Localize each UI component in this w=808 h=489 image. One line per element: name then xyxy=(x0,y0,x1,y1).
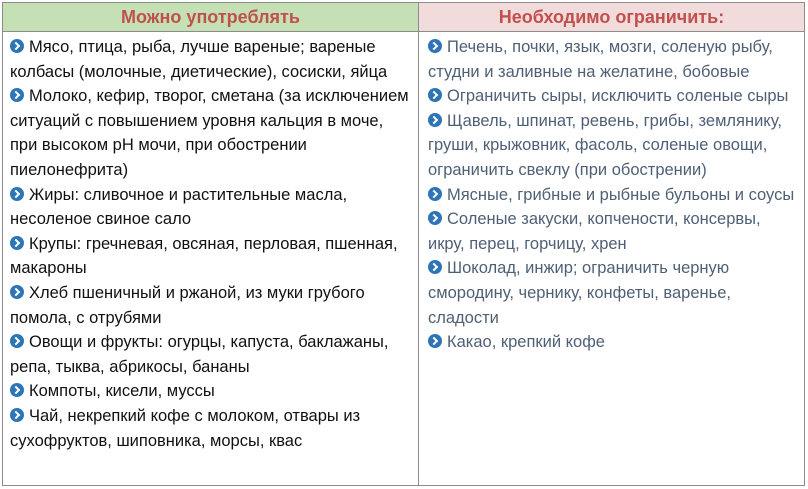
list-item xyxy=(10,404,414,453)
diet-table xyxy=(2,2,805,486)
list-item xyxy=(10,379,414,404)
list-item xyxy=(10,183,414,232)
list-item xyxy=(10,84,414,182)
chevron-right-circle-icon xyxy=(10,383,24,397)
chevron-right-circle-icon xyxy=(10,334,24,348)
list-item-text: Печень, почки, язык, мозги, соленую рыбу, студни и заливные на желатине, бобовые xyxy=(428,38,773,81)
list-item xyxy=(428,109,800,183)
restricted-column-header: Необходимо ограничить: xyxy=(419,3,804,32)
chevron-right-circle-icon xyxy=(10,39,24,53)
list-item-text: Соленые закуски, копчености, консервы, икру, перец, горчицу, хрен xyxy=(428,210,761,253)
list-item xyxy=(10,232,414,281)
allowed-foods-list xyxy=(3,32,419,485)
list-item-text: Хлеб пшеничный и ржаной, из муки грубого помола, с отрубями xyxy=(10,283,365,327)
chevron-right-circle-icon xyxy=(10,88,24,102)
list-item xyxy=(428,256,800,330)
allowed-column-header: Можно употреблять xyxy=(3,3,419,32)
chevron-right-circle-icon xyxy=(428,113,442,127)
chevron-right-circle-icon xyxy=(428,39,442,53)
list-item xyxy=(10,330,414,379)
chevron-right-circle-icon xyxy=(10,408,24,422)
chevron-right-circle-icon xyxy=(10,236,24,250)
list-item xyxy=(10,281,414,330)
chevron-right-circle-icon xyxy=(10,187,24,201)
list-item-text: Чай, некрепкий кофе с молоком, отвары из сухофруктов, шиповника, морсы, квас xyxy=(10,406,361,450)
chevron-right-circle-icon xyxy=(10,285,24,299)
list-item-text: Шоколад, инжир; ограничить черную смородину, чернику, конфеты, варенье, сладости xyxy=(428,259,731,327)
chevron-right-circle-icon xyxy=(428,187,442,201)
list-item xyxy=(428,207,800,256)
list-item xyxy=(428,84,800,109)
list-item-text: Овощи и фрукты: огурцы, капуста, баклажаны, репа, тыква, абрикосы, бананы xyxy=(10,333,389,376)
list-item-text: Ограничить сыры, исключить соленые сыры xyxy=(447,87,789,106)
list-item xyxy=(428,183,800,208)
list-item xyxy=(428,35,800,84)
chevron-right-circle-icon xyxy=(428,211,442,225)
list-item-text: Молоко, кефир, творог, сметана (за исключением ситуаций с повышением уровня кальция в моче, при высоком рН мочи, при обострении пиелонефрита) xyxy=(10,87,409,179)
chevron-right-circle-icon xyxy=(428,260,442,274)
list-item xyxy=(428,330,800,355)
list-item xyxy=(10,35,414,84)
list-item-text: Мясные, грибные и рыбные бульоны и соусы xyxy=(447,185,795,204)
list-item-text: Компоты, кисели, муссы xyxy=(29,382,215,401)
restricted-foods-list xyxy=(419,32,804,485)
list-item-text: Крупы: гречневая, овсяная, перловая, пшенная, макароны xyxy=(10,234,398,278)
list-item-text: Щавель, шпинат, ревень, грибы, землянику, груши, крыжовник, фасоль, соленые овощи, ограничить свеклу (при обострении) xyxy=(428,111,782,179)
list-item-text: Жиры: сливочное и растительные масла, несоленое свиное сало xyxy=(10,185,348,229)
list-item-text: Какао, крепкий кофе xyxy=(447,333,605,352)
list-item-text: Мясо, птица, рыба, лучше вареные; вареные колбасы (молочные, диетические), сосиски, яйца xyxy=(10,38,388,81)
chevron-right-circle-icon xyxy=(428,334,442,348)
chevron-right-circle-icon xyxy=(428,88,442,102)
